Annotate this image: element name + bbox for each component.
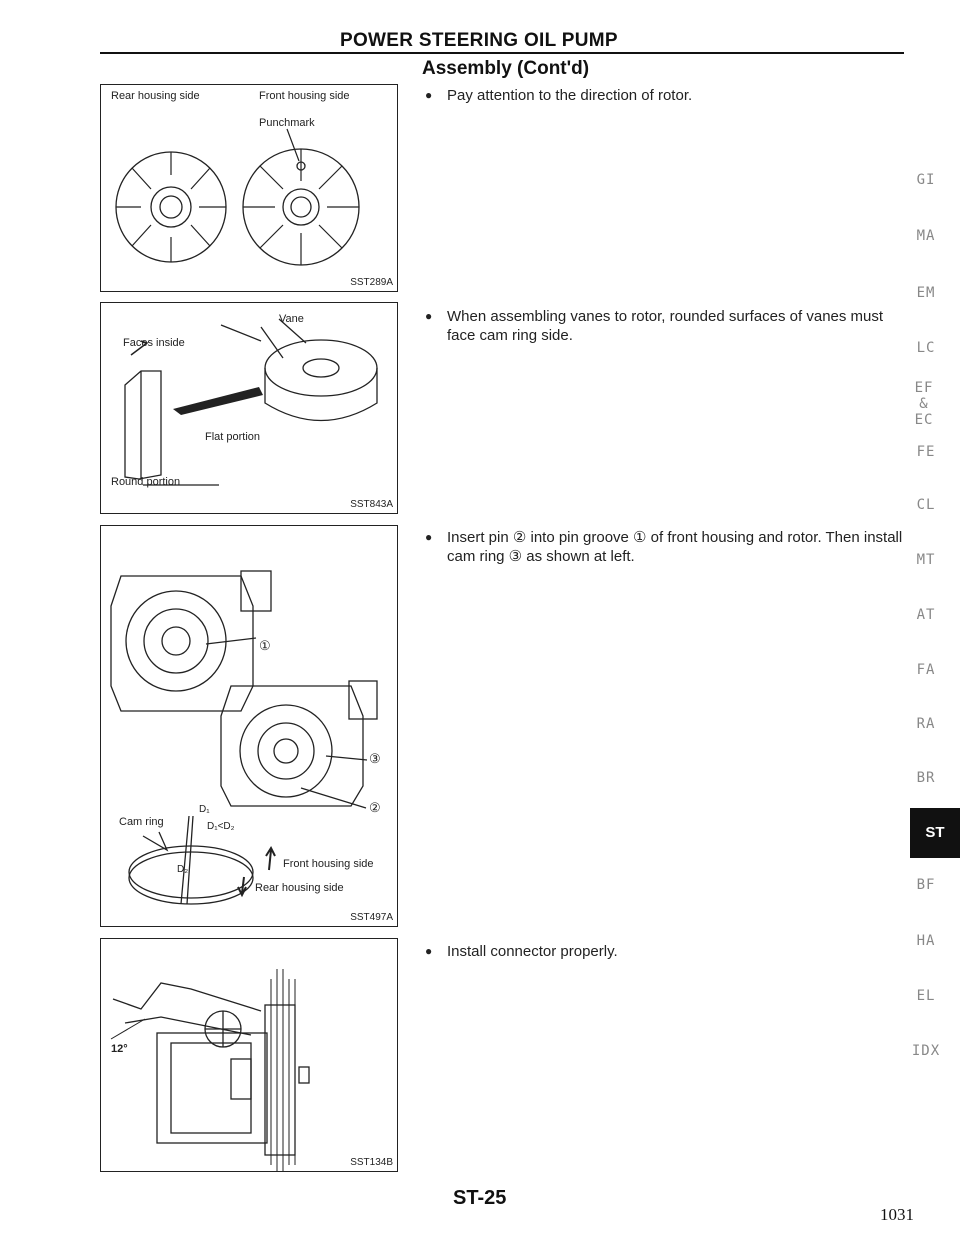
- label-d1-less-d2: D₁<D₂: [207, 821, 235, 832]
- label-round-portion: Round portion: [111, 476, 181, 488]
- label-faces-inside: Faces inside: [123, 337, 185, 349]
- figure-cam-ring-install: [100, 525, 398, 927]
- instruction-3: [425, 528, 905, 570]
- label-d2: D₂: [177, 864, 189, 875]
- side-tab-lc[interactable]: LC: [916, 340, 936, 356]
- figure-code: SST289A: [350, 277, 393, 288]
- page-header-title: POWER STEERING OIL PUMP: [340, 30, 618, 51]
- bullet-dot: ●: [425, 944, 433, 958]
- side-tab-at[interactable]: AT: [916, 607, 936, 623]
- figure-rotor-direction: [100, 84, 398, 292]
- section-title: Assembly (Cont'd): [422, 58, 590, 79]
- side-tab-bf[interactable]: BF: [916, 877, 936, 893]
- figure-vane-orientation: [100, 302, 398, 514]
- label-front-housing-side: Front housing side: [283, 858, 374, 870]
- instruction-text: Insert pin ② into pin groove ① of front housing and rotor. Then install cam ring ③ as shown at left.: [447, 529, 903, 565]
- label-d1: D₁: [199, 804, 210, 815]
- label-callout-3: ③: [369, 751, 381, 766]
- instruction-4: [425, 942, 905, 964]
- rotor-illustration: [101, 85, 397, 291]
- header-rule: [100, 52, 904, 54]
- side-tab-em[interactable]: EM: [916, 285, 936, 301]
- side-tab-gi[interactable]: GI: [916, 172, 936, 188]
- side-tab-fa[interactable]: FA: [916, 662, 936, 678]
- side-tab-fe[interactable]: FE: [916, 444, 936, 460]
- label-punchmark: Punchmark: [259, 117, 315, 129]
- pump-illustration: [101, 939, 397, 1171]
- bullet-dot: ●: [425, 309, 433, 323]
- label-cam-ring: Cam ring: [119, 816, 164, 828]
- figure-code: SST497A: [350, 912, 393, 923]
- label-flat-portion: Flat portion: [205, 431, 261, 443]
- label-callout-2: ②: [369, 800, 381, 815]
- side-tab-br[interactable]: BR: [916, 770, 936, 786]
- side-tab-cl[interactable]: CL: [916, 497, 936, 513]
- page-number: ST-25: [453, 1187, 507, 1209]
- absolute-page-number: 1031: [880, 1205, 914, 1224]
- instruction-2: [425, 307, 905, 349]
- bullet-dot: ●: [425, 88, 433, 102]
- side-tab-mt[interactable]: MT: [916, 552, 936, 568]
- label-callout-1: ①: [259, 638, 271, 653]
- bullet-dot: ●: [425, 530, 433, 544]
- label-rear-housing-side: Rear housing side: [255, 882, 344, 894]
- label-rear-housing: Rear housing side: [111, 90, 200, 102]
- label-angle: 12°: [111, 1043, 128, 1055]
- side-tab-ef-ec[interactable]: EF & EC: [914, 380, 934, 428]
- side-tab-el[interactable]: EL: [916, 988, 936, 1004]
- side-tab-idx[interactable]: IDX: [911, 1043, 941, 1059]
- figure-code: SST843A: [350, 499, 393, 510]
- instruction-text: Install connector properly.: [447, 943, 618, 960]
- instruction-text: Pay attention to the direction of rotor.: [447, 87, 693, 104]
- figure-connector-install: [100, 938, 398, 1172]
- side-tab-ma[interactable]: MA: [916, 228, 936, 244]
- label-vane: Vane: [279, 313, 304, 325]
- instruction-text: When assembling vanes to rotor, rounded surfaces of vanes must face cam ring side.: [447, 308, 884, 344]
- side-tab-ha[interactable]: HA: [916, 933, 936, 949]
- figure-code: SST134B: [350, 1157, 393, 1168]
- label-front-housing: Front housing side: [259, 90, 350, 102]
- side-tab-st-active[interactable]: ST: [910, 808, 960, 858]
- instruction-1: [425, 86, 905, 108]
- side-tab-ra[interactable]: RA: [916, 716, 936, 732]
